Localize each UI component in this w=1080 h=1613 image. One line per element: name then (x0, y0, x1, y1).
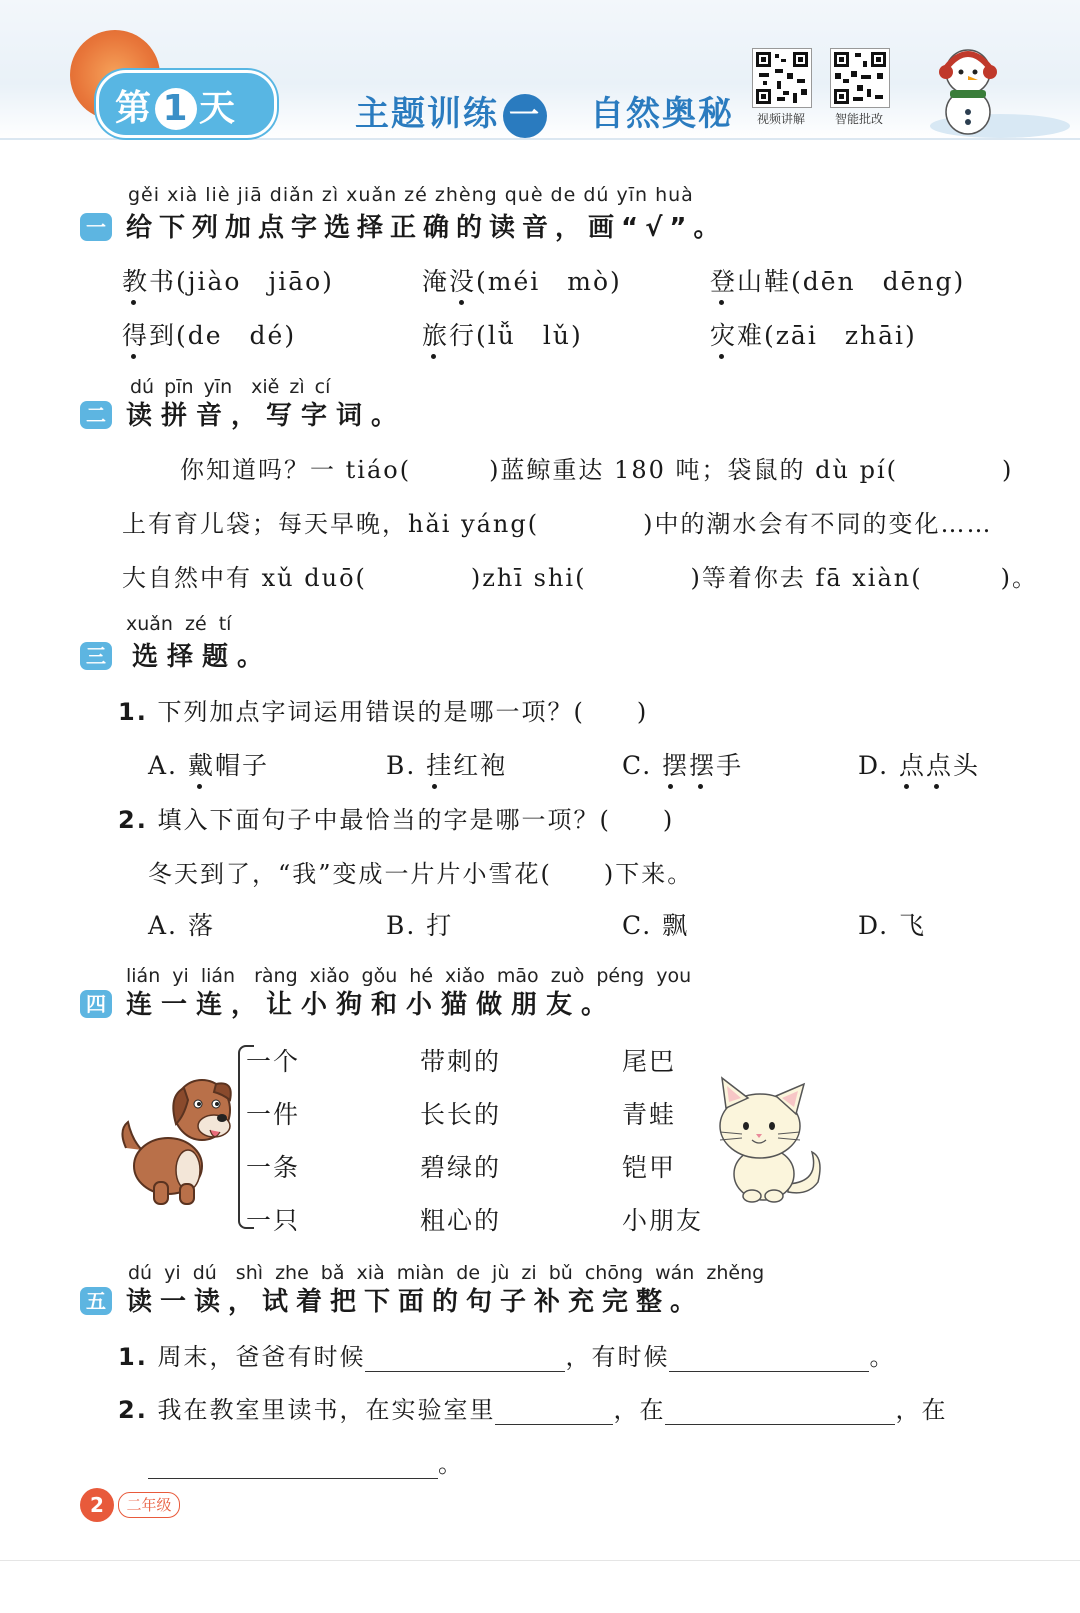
s5-q1-blank-2[interactable] (669, 1343, 869, 1372)
s3-q2-number: 2. (118, 806, 148, 834)
s3-q2-option-a: A. 落 (148, 911, 215, 940)
s5-q2 (118, 1390, 947, 1425)
s2-line-3: 大自然中有 xǔ duō( )zhī shi( )等着你去 fā xiàn( )。 (122, 564, 1038, 592)
s2-badge: 二 (80, 401, 112, 429)
s1-title: 给下列加点字选择正确的读音，画“√”。 (126, 213, 727, 243)
s3-q2-option-d: D. 飞 (858, 911, 927, 940)
s4-col2-item: 长长的 (420, 1100, 502, 1129)
emphasis-dot (131, 300, 136, 305)
page-number: 2 (80, 1488, 114, 1522)
theme-label: 主题训练 (355, 94, 499, 134)
s5-q2-blank-1[interactable] (495, 1396, 613, 1425)
s2-pinyin: dú pīn yīn xiě zì cí (130, 376, 331, 398)
s5-q2-text-a: 我在教室里读书，在实验室里 (157, 1396, 496, 1424)
s3-q1-option-c: C. 摆摆手 (622, 751, 744, 780)
s5-q2-continued (148, 1444, 464, 1479)
cat-icon (708, 1074, 824, 1204)
grade-label: 二年级 (118, 1492, 180, 1518)
s4-col2-item: 粗心的 (420, 1206, 502, 1235)
footer-divider (0, 1560, 1080, 1561)
s4-col1-item: 一个 (246, 1047, 301, 1076)
qr-code-icon[interactable] (752, 48, 812, 108)
qr-video-label: 视频讲解 (756, 112, 805, 126)
s4-col3-item: 尾巴 (622, 1047, 677, 1076)
s3-q2-option-b: B. 打 (386, 911, 454, 940)
emphasis-dot (904, 784, 909, 789)
emphasis-dot (668, 784, 673, 789)
s5-q1-blank-1[interactable] (365, 1343, 565, 1372)
s2-line-1: 你知道吗？一 tiáo( )蓝鲸重达 180 吨；袋鼠的 dù pí( ) (180, 456, 1014, 484)
s3-q1-text: 下列加点字词运用错误的是哪一项？( ) (157, 698, 649, 726)
day-suffix: 天 (199, 88, 238, 129)
emphasis-dot (431, 354, 436, 359)
s5-q2-blank-2[interactable] (665, 1396, 895, 1425)
s4-badge: 四 (80, 990, 112, 1018)
s4-col2-item: 碧绿的 (420, 1153, 502, 1182)
s4-title: 连一连，让小狗和小猫做朋友。 (126, 990, 617, 1020)
emphasis-dot (698, 784, 703, 789)
s1-pinyin: gěi xià liè jiā diǎn zì xuǎn zé zhèng què de dú yīn huà (128, 184, 694, 206)
header-divider (0, 138, 1080, 140)
s4-col3-item: 小朋友 (622, 1206, 704, 1235)
s3-q1 (118, 692, 648, 727)
emphasis-dot (719, 300, 724, 305)
s4-col1-item: 一件 (246, 1100, 301, 1129)
s1-item-jiaoshu: 教书(jiào jiāo) (122, 267, 334, 296)
emphasis-dot (197, 784, 202, 789)
s3-q1-option-d: D. 点点头 (858, 751, 981, 780)
theme-number: 一 (503, 94, 547, 138)
s1-badge: 一 (80, 213, 112, 241)
s5-q1-text-b: ，有时候 (565, 1343, 670, 1371)
s4-col1-item: 一条 (246, 1153, 301, 1182)
s5-q2-text-c: ，在 (895, 1396, 948, 1424)
s3-q2 (118, 800, 674, 835)
s5-q1-text-c: 。 (869, 1343, 896, 1371)
s5-q2-text-b: ，在 (613, 1396, 666, 1424)
s5-q2-text-d: 。 (438, 1450, 464, 1478)
s3-q1-number: 1. (118, 698, 148, 726)
s2-title: 读拼音，写字词。 (126, 401, 407, 431)
s5-title: 读一读，试着把下面的句子补充完整。 (126, 1287, 705, 1317)
s2-line-2: 上有育儿袋；每天早晚，hǎi yáng( )中的潮水会有不同的变化…… (122, 510, 993, 538)
s1-item-zainan: 灾难(zāi zhāi) (710, 321, 917, 350)
theme-title (355, 86, 551, 138)
s4-col1-item: 一只 (246, 1206, 301, 1235)
qr-grading-label: 智能批改 (834, 112, 883, 126)
day-prefix: 第 (115, 88, 154, 129)
s3-q2-sentence: 冬天到了，“我”变成一片片小雪花( )下来。 (148, 860, 694, 888)
s3-q1-option-a: A. 戴帽子 (148, 751, 269, 780)
s3-badge: 三 (80, 642, 112, 670)
day-number: 1 (155, 88, 197, 130)
s4-pinyin: lián yi lián ràng xiǎo gǒu hé xiǎo māo zuò péng you (126, 965, 692, 987)
s5-q2-blank-3[interactable] (148, 1450, 438, 1479)
s4-col2-item: 带刺的 (420, 1047, 502, 1076)
s4-col3-item: 青蛙 (622, 1100, 677, 1129)
emphasis-dot (459, 300, 464, 305)
emphasis-dot (934, 784, 939, 789)
s3-q2-option-c: C. 飘 (622, 911, 690, 940)
s1-item-dengshanxie: 登山鞋(dēn dēng) (710, 267, 966, 296)
s5-q1 (118, 1337, 895, 1372)
s1-item-dedao: 得到(de dé) (122, 321, 297, 350)
s5-pinyin: dú yi dú shì zhe bǎ xià miàn de jù zi bǔ chōng wán zhěng (128, 1262, 765, 1284)
s1-item-yanmo: 淹没(méi mò) (422, 267, 622, 296)
s5-q1-number: 1. (118, 1343, 148, 1371)
s3-pinyin: xuǎn zé tí (126, 613, 232, 635)
day-label (115, 80, 237, 131)
s5-badge: 五 (80, 1287, 112, 1315)
qr-code-icon[interactable] (830, 48, 890, 108)
emphasis-dot (719, 354, 724, 359)
s1-item-lvxing: 旅行(lǚ lǔ) (422, 321, 583, 350)
emphasis-dot (432, 784, 437, 789)
emphasis-dot (131, 354, 136, 359)
dog-icon (118, 1070, 238, 1210)
snowman-icon (930, 30, 1070, 138)
s4-col3-item: 铠甲 (622, 1153, 677, 1182)
s3-q2-text: 填入下面句子中最恰当的字是哪一项？( ) (157, 806, 675, 834)
s5-q2-number: 2. (118, 1396, 148, 1424)
s3-title: 选择题。 (132, 642, 273, 672)
s3-q1-option-b: B. 挂红袍 (386, 751, 508, 780)
s5-q1-text-a: 周末，爸爸有时候 (157, 1343, 366, 1371)
theme-subtitle: 自然奥秘 (590, 94, 734, 134)
